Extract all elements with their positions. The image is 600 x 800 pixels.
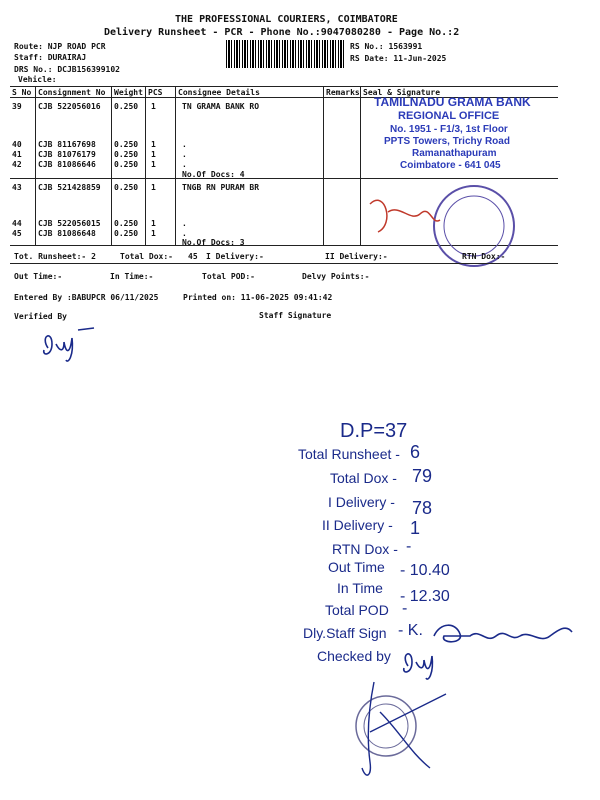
header-seal: Seal & Signature	[363, 88, 441, 97]
stamp-line: TAMILNADU GRAMA BANK	[374, 95, 531, 109]
total-dox-value: 45	[188, 252, 198, 261]
stamp-line: Ramanathapuram	[412, 148, 497, 159]
row-consignment: CJB 521428859	[38, 183, 101, 192]
docs-count: No.Of Docs: 4	[182, 170, 245, 179]
stamp-line: No. 1951 - F1/3, 1st Floor	[390, 124, 508, 135]
col-divider	[323, 86, 324, 245]
stamp-line: PPTS Towers, Trichy Road	[384, 136, 510, 147]
runsheet-subtitle: Delivery Runsheet - PCR - Phone No.:9047080280 - Page No.:2	[104, 27, 460, 38]
row-pcs: 1	[151, 229, 156, 238]
printed-on: Printed on: 11-06-2025 09:41:42	[183, 293, 333, 302]
hand-label: Checked by	[317, 648, 391, 664]
row-weight: 0.250	[114, 140, 139, 149]
hand-value: 79	[412, 466, 433, 486]
header-sno: S No	[12, 88, 32, 97]
row-weight: 0.250	[114, 229, 139, 238]
barcode	[226, 40, 344, 68]
row-weight: 0.250	[114, 102, 139, 111]
hand-value: -	[402, 600, 408, 617]
row-pcs: 1	[151, 150, 156, 159]
stamp-line: REGIONAL OFFICE	[398, 110, 500, 122]
hand-label: I Delivery -	[328, 494, 395, 510]
verified-by: Verified By	[14, 312, 67, 321]
footer-rule	[10, 263, 558, 264]
row-consignment: CJB 81086648	[38, 229, 96, 238]
hand-dp: D.P=37	[340, 420, 408, 442]
header-remarks: Remarks	[326, 88, 360, 97]
rs-date: RS Date: 11-Jun-2025	[350, 54, 447, 63]
ii-delivery: II Delivery:-	[325, 252, 388, 261]
docs-count: No.Of Docs: 3	[182, 238, 245, 247]
row-sno: 41	[12, 150, 22, 159]
rtn-dox: RTN Dox:-	[462, 252, 506, 261]
col-divider	[175, 86, 176, 245]
hand-label: RTN Dox -	[332, 541, 398, 557]
company-title: THE PROFESSIONAL COURIERS, COIMBATORE	[175, 14, 398, 25]
row-pcs: 1	[151, 183, 156, 192]
col-divider	[35, 86, 36, 245]
row-details: TNGB RN PURAM BR	[182, 183, 260, 192]
row-pcs: 1	[151, 140, 156, 149]
hand-value: 78	[412, 498, 433, 518]
header-pcs: PCS	[148, 88, 163, 97]
header-weight: Weight	[114, 88, 143, 97]
hand-value: - 12.30	[400, 588, 450, 605]
row-weight: 0.250	[114, 183, 139, 192]
staff-signature: Staff Signature	[259, 311, 332, 320]
row-details: .	[182, 160, 187, 169]
row-consignment: CJB 522056016	[38, 102, 101, 111]
tot-runsheet: Tot. Runsheet:- 2	[14, 252, 96, 261]
header-consignee: Consignee Details	[178, 88, 260, 97]
row-pcs: 1	[151, 102, 156, 111]
table-mid-rule	[10, 178, 558, 179]
row-details: .	[182, 140, 187, 149]
row-weight: 0.250	[114, 219, 139, 228]
row-consignment: CJB 81167698	[38, 140, 96, 149]
route-text: Route: NJP ROAD PCR	[14, 42, 106, 51]
hand-label: Dly.Staff Sign	[303, 625, 387, 641]
hand-label: Out Time	[328, 559, 385, 575]
drs-number: DRS No.: DCJB156399102	[14, 65, 120, 74]
hand-value: 6	[410, 442, 421, 462]
stamp-line: Coimbatore - 641 045	[400, 160, 501, 171]
rs-number: RS No.: 1563991	[350, 42, 423, 51]
row-details: .	[182, 219, 187, 228]
row-consignment: CJB 81086646	[38, 160, 96, 169]
row-consignment: CJB 81076179	[38, 150, 96, 159]
total-pod: Total POD:-	[202, 272, 255, 281]
hand-label: Total Runsheet -	[298, 446, 400, 462]
entered-by: Entered By :BABUPCR 06/11/2025	[14, 293, 159, 302]
row-details: .	[182, 229, 187, 238]
hand-label: Total Dox -	[330, 470, 397, 486]
row-sno: 44	[12, 219, 22, 228]
row-weight: 0.250	[114, 160, 139, 169]
total-dox-label: Total Dox:-	[120, 252, 173, 261]
out-time: Out Time:-	[14, 272, 63, 281]
hand-label: In Time	[337, 580, 383, 596]
row-details: .	[182, 150, 187, 159]
col-divider	[111, 86, 112, 245]
row-sno: 40	[12, 140, 22, 149]
hand-value: -	[406, 538, 412, 555]
hand-value: 1	[410, 518, 421, 538]
hand-value: - 10.40	[400, 562, 450, 579]
row-sno: 45	[12, 229, 22, 238]
bottom-seal-icon	[340, 672, 470, 792]
hand-value: - K.	[398, 622, 423, 639]
verifier-signature-icon	[38, 326, 98, 366]
row-consignment: CJB 522056015	[38, 219, 101, 228]
staff-text: Staff: DURAIRAJ	[14, 53, 87, 62]
row-sno: 42	[12, 160, 22, 169]
table-top-rule	[10, 86, 558, 87]
row-pcs: 1	[151, 219, 156, 228]
row-details: TN GRAMA BANK RO	[182, 102, 260, 111]
row-sno: 39	[12, 102, 22, 111]
hand-label: II Delivery -	[322, 517, 393, 533]
row-weight: 0.250	[114, 150, 139, 159]
i-delivery: I Delivery:-	[206, 252, 264, 261]
row-pcs: 1	[151, 160, 156, 169]
in-time: In Time:-	[110, 272, 154, 281]
vehicle-text: Vehicle:	[18, 75, 57, 84]
col-divider	[145, 86, 146, 245]
hand-label: Total POD	[325, 602, 389, 618]
delvy-points: Delvy Points:-	[302, 272, 370, 281]
staff-signature-icon	[430, 618, 580, 648]
row-sno: 43	[12, 183, 22, 192]
header-consignment: Consignment No	[38, 88, 106, 97]
